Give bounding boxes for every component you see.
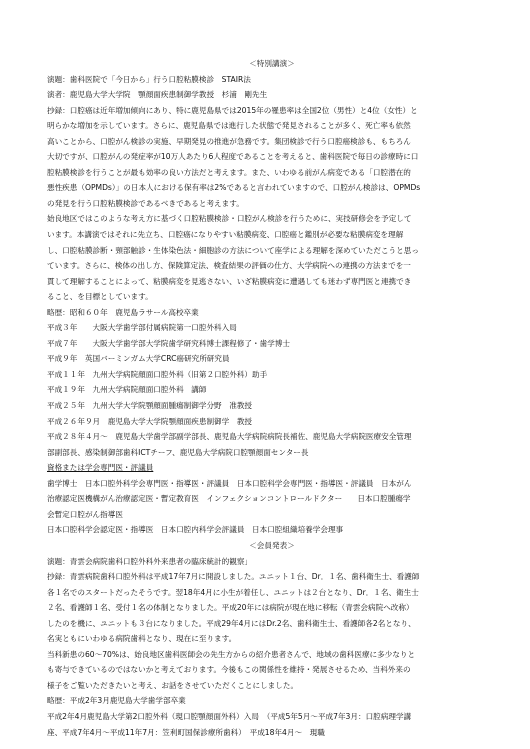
text-line: 各１名でのスタートだったそうです。翌18年4月に小生が着任し、ユニットは２台となり、Dr．１名、衛生士: [47, 587, 419, 597]
text-line: 様子をご覧いただきたいと考え、お話をさせていただくことにしました。: [47, 680, 299, 690]
text-line: 治療認定医機構がん治療認定医・暫定教育医 インフェクションコントロールドクター 日本口腔腫瘍学: [47, 494, 411, 504]
text-line: 演題：青雲会病院歯科口腔外科外来患者の臨床統計的観察」: [47, 556, 253, 566]
text-line: 抄録：口腔癌は近年増加傾向にあり、特に鹿児島県では2015年の罹患率は全国2位（男性）と4位（女性）と: [47, 105, 418, 115]
text-line: 演題：歯科医院で「今日から」行う口腔粘膜検診 STAIR法: [47, 74, 251, 84]
text-line: 始良地区ではこのような考え方に基づく口腔粘膜検診・口腔がん検診を行うために、実技研修会を予定して: [47, 214, 412, 224]
text-line: 平成３年 大阪大学歯学部付属病院第一口腔外科入局: [47, 323, 237, 333]
text-line: 当科新患の60〜70%は、始良地区歯科医師会の先生方からの紹介患者さんで、地域の歯科医療に多少なりと: [47, 649, 416, 659]
text-line: 明らかな増加を示しています。さらに、鹿児島県では進行した状態で発見されることが多く、死亡率も依然: [47, 121, 411, 131]
text-line: 高いことから、口腔がん検診の実施、早期発見の推進が急務です。集団検診で行う口腔癌検診も、もちろん: [47, 136, 411, 146]
text-line: し、口腔粘膜診断・頸部触診・生体染色法・細胞診の方法について座学による理解を深めていただこうと思っ: [47, 245, 419, 255]
text-line: ること、を目標としています。: [47, 292, 153, 302]
qualifications-body: [47, 476, 497, 538]
text-line: ２名、看護師１名、受付１名の体制となりました。平成20年には病院が現在地に移転（青雲会病院へ改称）: [47, 603, 414, 613]
text-line: 平成１１年 九州大学病院顔面口腔外科（旧第２口腔外科）助手: [47, 369, 268, 379]
qualifications-title: 資格または学会専門医・評議員: [47, 463, 154, 473]
text-line: 略歴：昭和６０年 鹿児島ラサール高校卒業: [47, 307, 199, 317]
text-line: 貫して理解することによって、粘膜病変を見逃さない、いざ粘膜病変に遭遇しても迷わず専門医と連携でき: [47, 276, 412, 286]
special-lecture-heading: ＜特別講演＞: [249, 59, 295, 68]
text-line: したのを機に、ユニットも３台になりました。平成29年4月にはDr.2名、歯科衛生士、看護師各2名となり、: [47, 618, 416, 628]
text-line: います。本講演ではそれに先立ち、口腔癌になりやすい粘膜病変、口腔癌と鑑別が必要な粘膜病変を理解: [47, 230, 404, 240]
text-line: の発見を行う口腔粘膜検診であるべきであると考えます。: [47, 198, 244, 208]
text-line: 平成９年 英国バーミンガム大学CRC癌研究所研究員: [47, 354, 230, 364]
special-lecture-body: [47, 72, 497, 461]
text-line: 抄録：青雲病院歯科口腔外科は平成17年7月に開設しました。ユニット１台、Dr．１名、歯科衛生士、看護師: [47, 572, 420, 582]
text-line: 会暫定口腔がん指導医: [47, 509, 123, 519]
text-line: 平成７年 大阪大学歯学部大学院歯学研究科博士課程修了・歯学博士: [47, 338, 290, 348]
text-line: 日本口腔科学会認定医・指導医 日本口腔内科学会評議員 日本口腔組織培養学会理事: [47, 525, 344, 535]
text-line: 略歴：平成2年3月鹿児島大学歯学部卒業: [47, 696, 186, 706]
text-line: 平成２６年９月 鹿児島大学大学院顎顔面疾患制御学 教授: [47, 416, 253, 426]
text-line: も寄与できているのではないかと考えております。今後もこの関係性を維持・発展させるため、当科外来の: [47, 665, 411, 675]
text-line: 大切ですが、口腔がんの発症率が10万人あたり6人程度であることを考えると、歯科医院で毎日の診療時に口: [47, 152, 419, 162]
text-line: 平成２８年４月〜 鹿児島大学歯学部副学部長、鹿児島大学病院病院長補佐、鹿児島大学病院医療安全管理: [47, 432, 412, 442]
member-presentation-heading: ＜会員発表＞: [249, 540, 295, 550]
member-presentation-body: [47, 554, 497, 741]
text-line: 部副部長、感染制御部歯科ICTチーフ、鹿児島大学病院口腔顎顔面センター長: [47, 447, 309, 457]
text-line: ています。さらに、検体の出し方、保険算定法、検査結果の評価の仕方、大学病院への連携の方法までを一: [47, 261, 411, 271]
text-line: 演者：鹿児島大学大学院 顎顔面疾患制御学教授 杉浦 剛先生: [47, 90, 268, 100]
text-line: 平成１９年 九州大学病院顔面口腔外科 講師: [47, 385, 207, 395]
text-line: 座、平成7年4月〜平成11年7月：笠利町国保診療所歯科） 平成18年4月〜 現職: [47, 727, 325, 737]
text-line: 平成2年4月鹿児島大学第2口腔外科（現口腔顎顔面外科）入局 （平成5年5月〜平成7年3月：口腔病理学講: [47, 711, 412, 721]
lecture-document: [47, 56, 497, 740]
text-line: 悪性疾患（OPMDs）」の日本人における保有率は2%であると言われていますので、口腔がん検診は、OPMDs: [47, 183, 421, 193]
text-line: 平成２５年 九州大学大学院顎顔面腫瘍制御学分野 准教授: [47, 401, 253, 411]
text-line: 名実ともにいわゆる病院歯科となり、現在に至ります。: [47, 634, 237, 644]
text-line: 歯学博士 日本口腔外科学会専門医・指導医・評議員 日本口腔科学会専門医・指導医・評議員 日本がん: [47, 478, 412, 488]
text-line: 腔粘膜検診を行うことが最も効率の良い方法だと考えます。また、いわゆる前がん病変である「口腔潜在的: [47, 167, 411, 177]
